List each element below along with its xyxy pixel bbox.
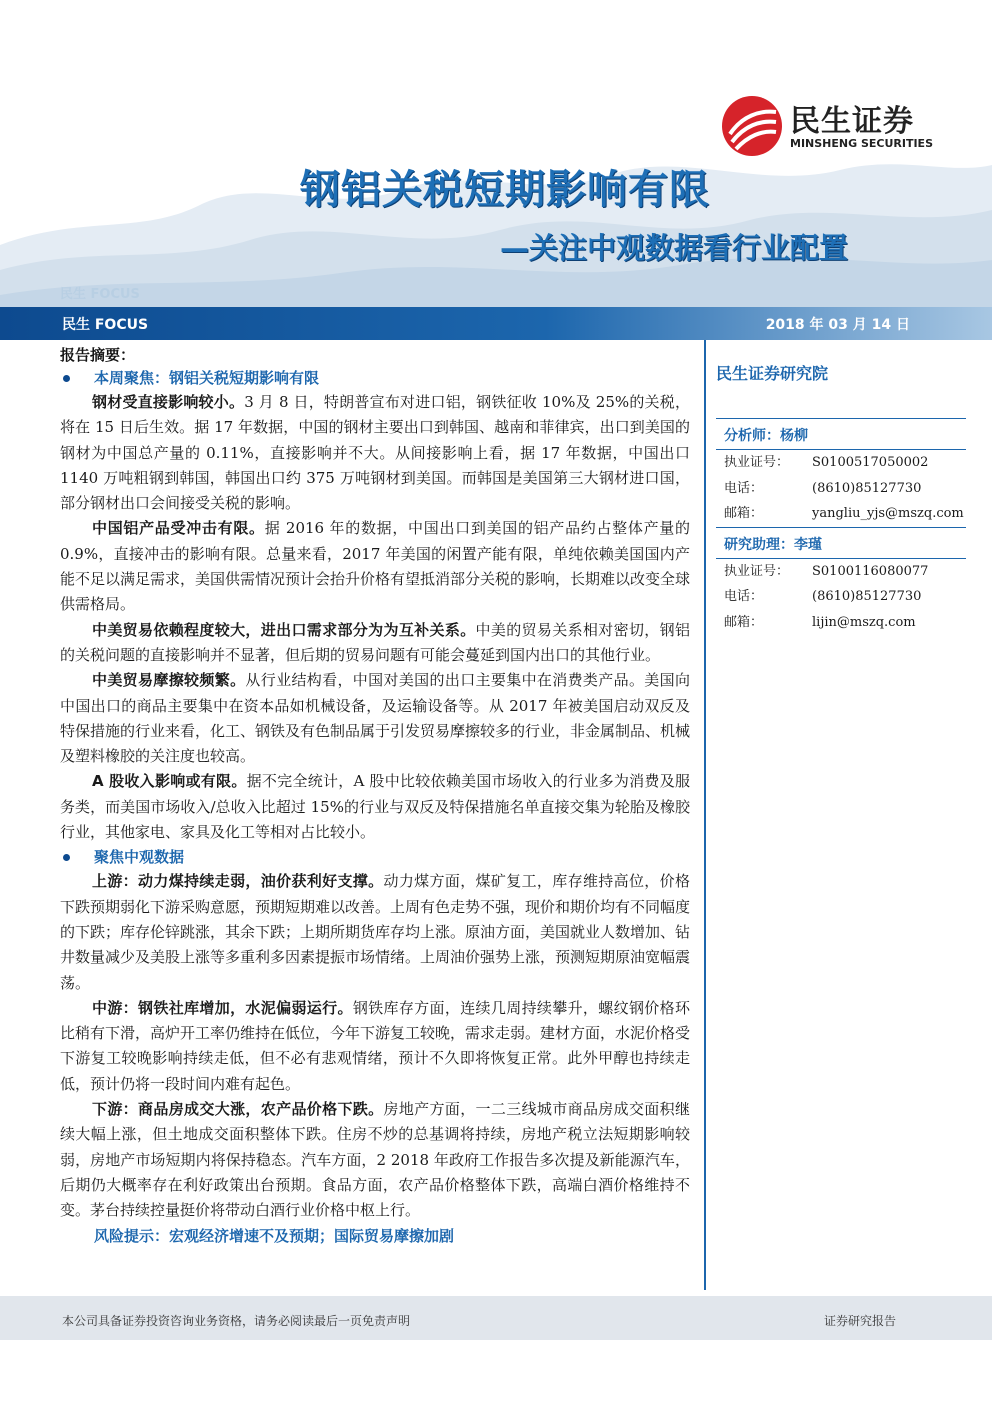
paragraph: 钢材受直接影响较小。3 月 8 日，特朗普宣布对进口铝，钢铁征收 10%及 25%的关税，将在 15 日后生效。据 17 年数据，中国的钢材主要出口到韩国、越南和菲律宾，出口到美国的钢材为中国总产量的 0.11%，直接影响并不大。从间接影响上看，据 17 年数据，中国出口 1140 万吨粗钢到韩国，韩国出口约 375 万吨钢材到美国。而韩国是美国第三大钢材进口国，部分钢材出口会间接受关税的影响。 — [60, 393, 690, 513]
report-subtitle: —关注中观数据看行业配置 — [500, 231, 849, 265]
analyst-cert-row: 执业证号： S0100517050002 — [724, 455, 929, 470]
paragraph: 中国铝产品受冲击有限。据 2016 年的数据，中国出口到美国的铝产品约占整体产量的 0.9%，直接冲击的影响有限。总量来看，2017 年美国的闲置产能有限，单纯依赖美国国内产能不足以满足需求，美国供需情况预计会抬升价格有望抵消部分关税的影响，长期难以改变全球供需格局。 — [60, 519, 691, 614]
assistant-email-row[interactable]: 邮箱： lijin@mszq.com — [724, 614, 916, 630]
ghost-label: 民生 FOCUS — [60, 287, 140, 302]
institute-name: 民生证券研究院 — [716, 364, 829, 383]
analyst-email-row[interactable]: 邮箱： yangliu_yjs@mszq.com — [724, 506, 964, 521]
summary-heading: 报告摘要： — [60, 346, 136, 364]
paragraph: 中游：钢铁社库增加，水泥偏弱运行。钢铁库存方面，连续几周持续攀升，螺纹钢价格环比稍有下滑，高炉开工率仍维持在低位，今年下游复工较晚，需求走弱。建材方面，水泥价格受下游复工较晚影响持续走低，但不必有悲观情绪，预计不久即将恢复正常。此外甲醇也持续走低，预计仍将一段时间内难有起色。 — [60, 998, 691, 1093]
brand-name-cn: 民生证券 — [790, 104, 914, 139]
paragraph: 下游：商品房成交大涨，农产品价格下跌。房地产方面，一二三线城市商品房成交面积继续大幅上涨，但土地成交面积整体下跌。住房不炒的总基调将持续，房地产税立法短期影响较弱，房地产市场短期内将保持稳态。汽车方面，2 2018 年政府工作报告多次提及新能源汽车，后期仍大概率存在利好政策出台预期。食品方面，农产品价格整体下跌，高端白酒价格维持不变。茅台持续控量挺价将带动白酒行业价格中枢上行。 — [60, 1100, 690, 1220]
series-label: 民生 FOCUS — [62, 317, 149, 333]
paragraph: 中美贸易摩擦较频繁。从行业结构看，中国对美国的出口主要集中在消费类产品。美国向中国出口的商品主要集中在资本品如机械设备，及运输设备等。从 2017 年被美国启动双反及特保措施的行业来看，化工、钢铁及有色制品属于引发贸易摩擦较多的行业，非金属制品、机械及塑料橡胶的关注度也较高。 — [60, 671, 691, 766]
report-title: 钢铝关税短期影响有限 — [300, 167, 710, 213]
assistant-cert-row: 执业证号： S0100116080077 — [724, 563, 929, 579]
footer-disclaimer: 本公司具备证券投资咨询业务资格，请务必阅读最后一页免责声明 — [62, 1314, 411, 1328]
brand-name-en: MINSHENG SECURITIES — [790, 137, 933, 150]
analyst-sidebar — [716, 355, 966, 635]
assistant-phone-row: 电话： (8610)85127730 — [724, 589, 922, 604]
assistant-name: 研究助理：李瑾 — [724, 536, 822, 553]
section-heading-midstream-data: 聚焦中观数据 — [60, 845, 690, 869]
minsheng-logo-icon — [720, 94, 784, 158]
footer-report-type: 证券研究报告 — [823, 1314, 896, 1328]
analyst-phone-row: 电话： (8610)85127730 — [724, 480, 922, 496]
header-bar — [0, 307, 992, 340]
paragraph: 中美贸易依赖程度较大，进出口需求部分为为互补关系。中美的贸易关系相对密切，钢铝的关税问题的直接影响并不显著，但后期的贸易问题有可能会蔓延到国内出口的其他行业。 — [60, 620, 690, 664]
bullet-icon — [63, 854, 70, 861]
brand-logo — [720, 92, 960, 162]
report-date: 2018 年 03 月 14 日 — [765, 317, 910, 333]
paragraph: A 股收入影响或有限。据不完全统计，A 股中比较依赖美国市场收入的行业多为消费及服务类，而美国市场收入/总收入比超过 15%的行业与双反及特保措施名单直接交集为轮胎及橡胶行业，其他家电、家具及化工等相对占比较小。 — [60, 772, 690, 842]
summary-body — [60, 345, 690, 1248]
bullet-icon — [63, 375, 70, 382]
paragraph: 上游：动力煤持续走弱，油价获利好支撑。动力煤方面，煤矿复工，库存维持高位，价格下跌预期弱化下游采购意愿，预期短期难以改善。上周有色走势不强，现价和期价均有不同幅度的下跌；库存伦锌跳涨，其余下跌；上期所期货库存均上涨。原油方面，美国就业人数增加、钻井数量减少及美股上涨等多重利多因素提振市场情绪。上周油价强势上涨，预测短期原油宽幅震荡。 — [60, 872, 691, 992]
page-footer — [0, 1296, 992, 1340]
risk-warning: 风险提示：宏观经济增速不及预期；国际贸易摩擦加剧 — [94, 1226, 455, 1245]
analyst-name: 分析师：杨柳 — [724, 428, 808, 444]
section-heading-focus: 本周聚焦：钢铝关税短期影响有限 — [60, 366, 690, 390]
column-divider — [704, 340, 706, 1290]
